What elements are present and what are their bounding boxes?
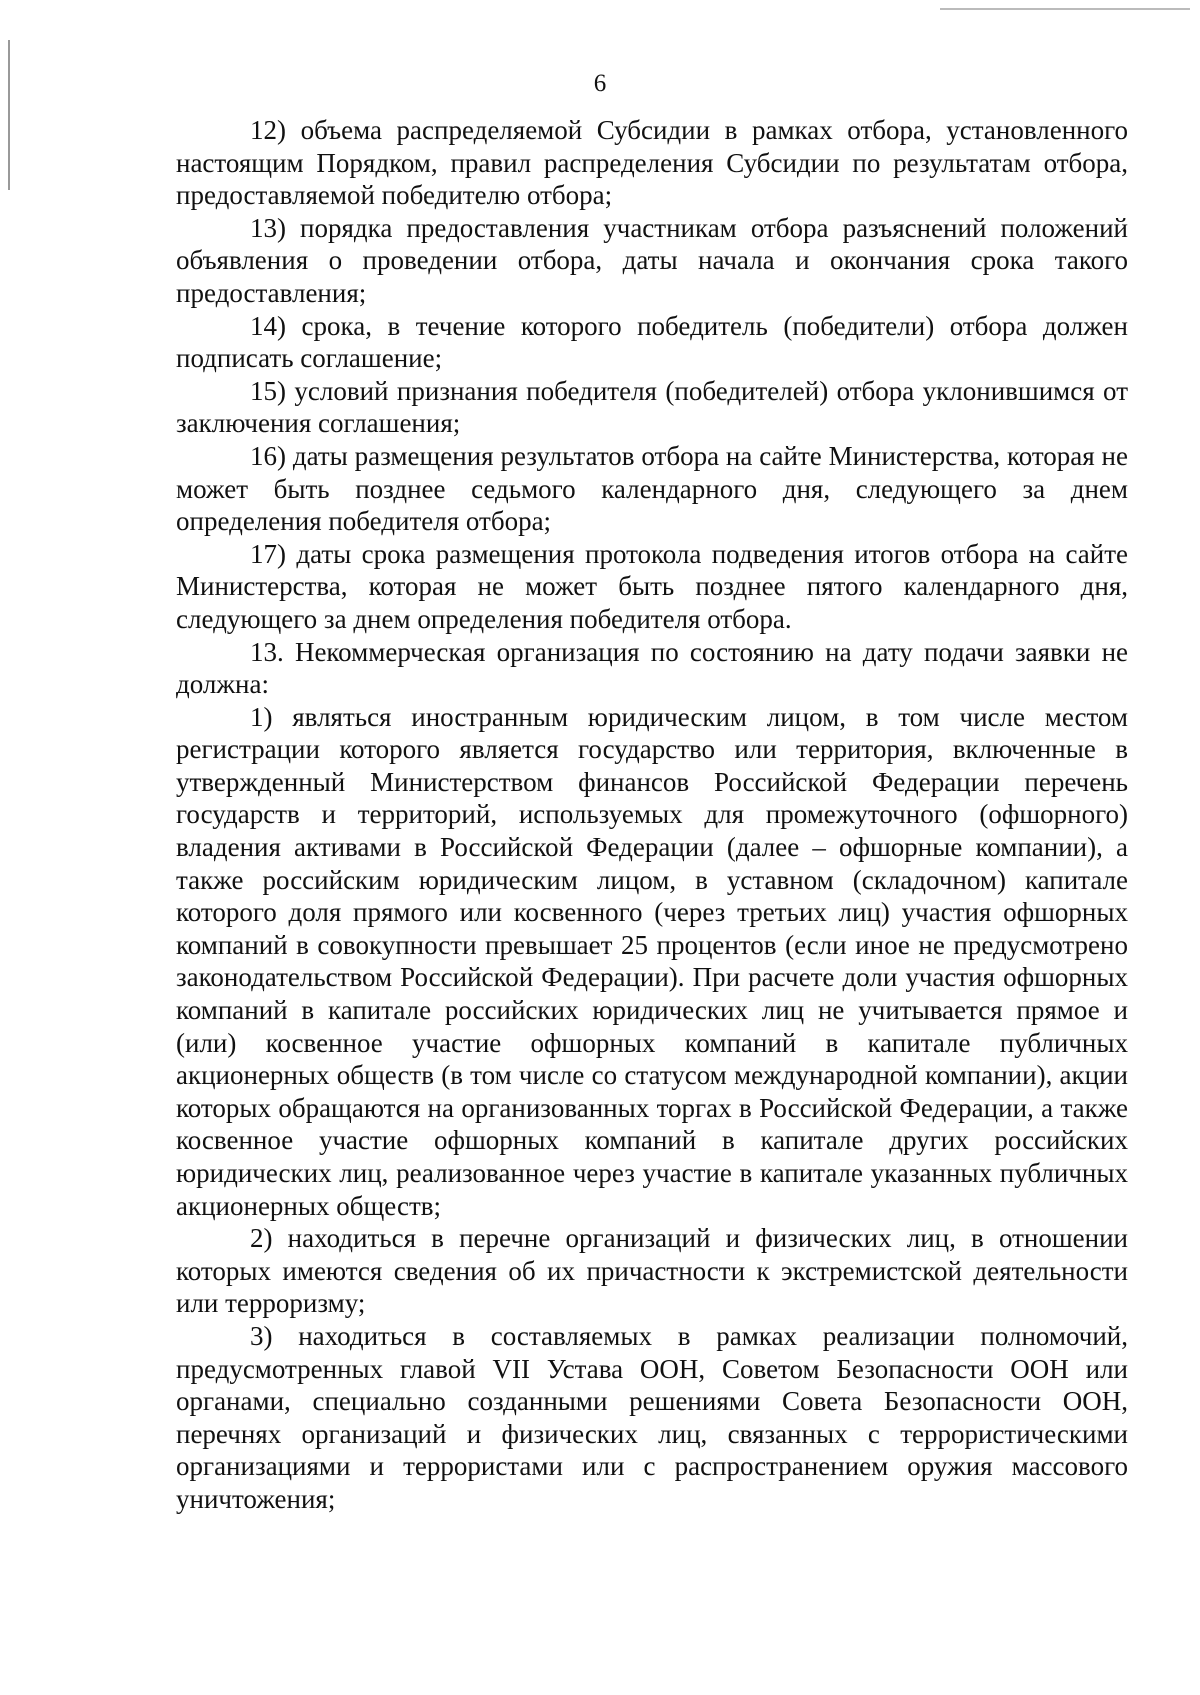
paragraph-subitem-3: 3) находиться в составляемых в рамках реализации полномочий, предусмотренных главой VII Устава ООН, Советом Безопасности ООН или органами, специально созданными решениями Совета Безопасности ООН, перечнях организаций и физических лиц, связанных с террористическими организациями и террористами или с распространением оружия массового уничтожения; xyxy=(176,1320,1128,1514)
scan-edge-mark xyxy=(8,40,10,190)
scan-edge-mark xyxy=(940,8,1190,10)
paragraph-item-15: 15) условий признания победителя (победителей) отбора уклонившимся от заключения соглашения; xyxy=(176,375,1128,439)
paragraph-subitem-1: 1) являться иностранным юридическим лицом, в том числе местом регистрации которого является государство или территория, включенные в утвержденный Министерством финансов Российской Федерации перечень государств и территорий, используемых для промежуточного (офшорного) владения активами в Российской Федерации (далее – офшорные компании), а также российским юридическим лицом, в уставном (складочном) капитале которого доля прямого или косвенного (через третьих лиц) участия офшорных компаний в совокупности превышает 25 процентов (если иное не предусмотрено законодательством Российской Федерации). При расчете доли участия офшорных компаний в капитале российских юридических лиц не учитывается прямое и (или) косвенное участие офшорных компаний в капитале публичных акционерных обществ (в том числе со статусом международной компании), акции которых обращаются на организованных торгах в Российской Федерации, а также косвенное участие офшорных компаний в капитале других российских юридических лиц, реализованное через участие в капитале указанных публичных акционерных обществ; xyxy=(176,701,1128,1221)
page-number: 6 xyxy=(593,70,607,97)
paragraph-subitem-2: 2) находиться в перечне организаций и физических лиц, в отношении которых имеются сведения об их причастности к экстремистской деятельности или терроризму; xyxy=(176,1223,1128,1319)
paragraph-item-17: 17) даты срока размещения протокола подведения итогов отбора на сайте Министерства, которая не может быть позднее пятого календарного дня, следующего за днем определения победителя отбора. xyxy=(176,538,1128,634)
paragraph-item-12: 12) объема распределяемой Субсидии в рамках отбора, установленного настоящим Порядком, правил распределения Субсидии по результатам отбора, предоставляемой победителю отбора; xyxy=(176,115,1128,211)
paragraph-section-13: 13. Некоммерческая организация по состоянию на дату подачи заявки не должна: xyxy=(176,636,1128,700)
document-body xyxy=(176,114,1128,1516)
paragraph-item-13: 13) порядка предоставления участникам отбора разъяснений положений объявления о проведении отбора, даты начала и окончания срока такого предоставления; xyxy=(176,212,1128,308)
paragraph-item-16: 16) даты размещения результатов отбора на сайте Министерства, которая не может быть позднее седьмого календарного дня, следующего за днем определения победителя отбора; xyxy=(176,440,1128,537)
paragraph-item-14: 14) срока, в течение которого победитель (победители) отбора должен подписать соглашение; xyxy=(176,310,1128,374)
